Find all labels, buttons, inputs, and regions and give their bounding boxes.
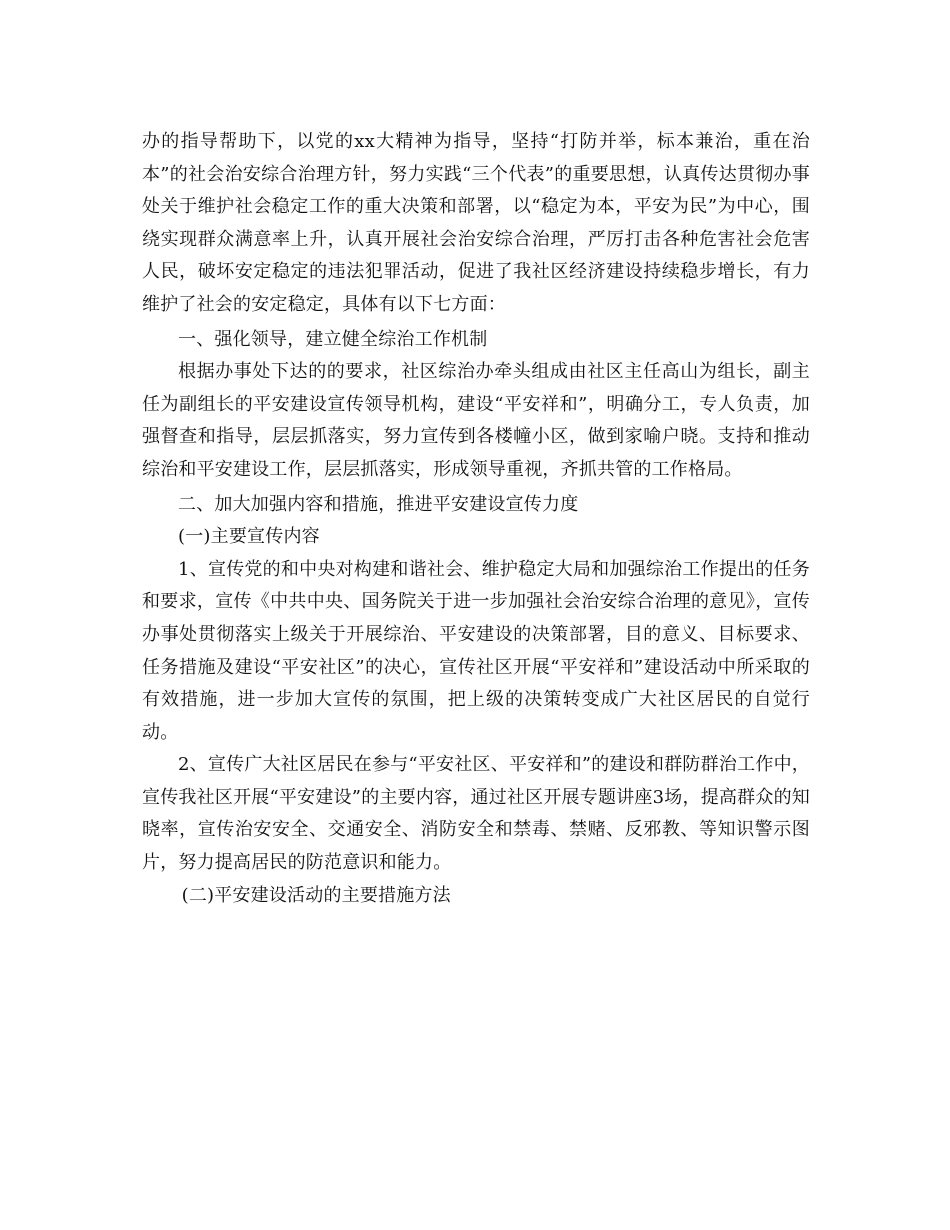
section-heading-2: 二、加大加强内容和措施，推进平安建设宣传力度 <box>178 493 579 515</box>
section-heading-1: 一、强化领导，建立健全综治工作机制 <box>178 328 488 350</box>
subsection-heading-2: (二)平安建设活动的主要措施方法 <box>181 884 451 906</box>
item-2-paragraph: 2、宣传广大社区居民在参与“平安社区、平安祥和”的建设和群防群治工作中，宣传我社区开展“平安建设”的主要内容，通过社区开展专题讲座3场，提高群众的知晓率，宣传治安安全、交通安全、消防安全和禁毒、禁赌、反邪教、等知识警示图片，努力提高居民的防范意识和能力。 <box>142 754 810 874</box>
intro-paragraph: 办的指导帮助下，以党的xx大精神为指导，坚持“打防并举，标本兼治，重在治本”的社会治安综合治理方针，努力实践“三个代表”的重要思想，认真传达贯彻办事处关于维护社会稳定工作的重大决策和部署，以“稳定为本，平安为民”为中心，围绕实现群众满意率上升，认真开展社会治安综合治理，严厉打击各种危害社会危害人民，破坏安定稳定的违法犯罪活动，促进了我社区经济建设持续稳步增长，有力维护了社会的安定稳定，具体有以下七方面： <box>142 131 810 315</box>
document-body <box>142 126 810 912</box>
item-1-paragraph: 1、宣传党的和中央对构建和谐社会、维护稳定大局和加强综治工作提出的任务和要求，宣传《中共中央、国务院关于进一步加强社会治安综合治理的意见》，宣传办事处贯彻落实上级关于开展综治、平安建设的决策部署，目的意义、目标要求、任务措施及建设“平安社区”的决心，宣传社区开展“平安祥和”建设活动中所采取的有效措施，进一步加大宣传的氛围，把上级的决策转变成广大社区居民的自觉行动。 <box>142 558 810 743</box>
subsection-heading-1: (一)主要宣传内容 <box>178 526 320 548</box>
section-1-paragraph: 根据办事处下达的的要求，社区综治办牵头组成由社区主任高山为组长，副主任为副组长的平安建设宣传领导机构，建设“平安祥和”，明确分工，专人负责，加强督查和指导，层层抓落实，努力宣传到各楼幢小区，做到家喻户晓。支持和推动综治和平安建设工作，层层抓落实，形成领导重视，齐抓共管的工作格局。 <box>142 361 810 480</box>
